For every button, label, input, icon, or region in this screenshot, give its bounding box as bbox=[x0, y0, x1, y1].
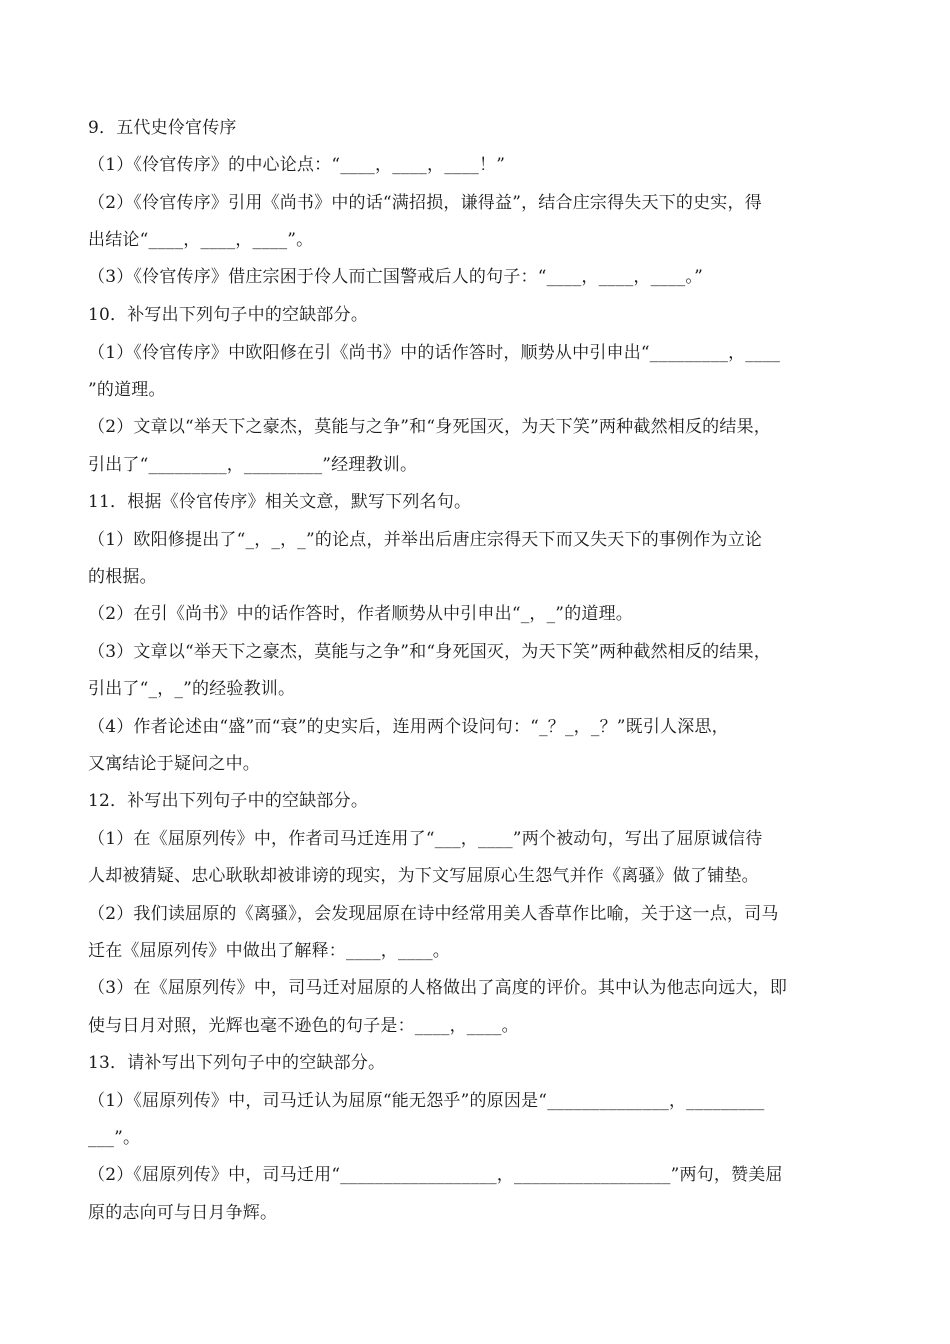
q10-item-2-line-1: （2）文章以“举天下之豪杰，莫能与之争”和“身死国灭，为天下笑”两种截然相反的结果， bbox=[88, 417, 771, 437]
q11-item-1-line-2: 的根据。 bbox=[88, 567, 157, 587]
q12-item-1-line-2: 人却被猜疑、忠心耿耿却被诽谤的现实，为下文写屈原心生怨气并作《离骚》做了铺垫。 bbox=[88, 866, 759, 886]
q11-item-2: （2）在引《尚书》中的话作答时，作者顺势从中引申出“_，_”的道理。 bbox=[88, 604, 633, 624]
q12-item-1-line-1: （1）在《屈原列传》中，作者司马迁连用了“___，____”两个被动句，写出了屈原诚信待 bbox=[88, 829, 763, 849]
question-12-title: 12．补写出下列句子中的空缺部分。 bbox=[88, 791, 369, 811]
q13-item-1-line-2: ___”。 bbox=[88, 1128, 141, 1148]
q11-item-3-line-1: （3）文章以“举天下之豪杰，莫能与之争”和“身死国灭，为天下笑”两种截然相反的结果， bbox=[88, 642, 771, 662]
q13-item-1-line-1: （1）《屈原列传》中，司马迁认为屈原“能无怨乎”的原因是“______________，_________ bbox=[88, 1091, 765, 1111]
q9-item-2-line-1: （2）《伶官传序》引用《尚书》中的话“满招损，谦得益”，结合庄宗得失天下的史实，得 bbox=[88, 193, 762, 213]
q11-item-4-line-1: （4）作者论述由“盛”而“衰”的史实后，连用两个设问句：“_？_，_？”既引人深思， bbox=[88, 717, 729, 737]
q12-item-3-line-1: （3）在《屈原列传》中，司马迁对屈原的人格做出了高度的评价。其中认为他志向远大，即 bbox=[88, 978, 788, 998]
q12-item-2-line-2: 迁在《屈原列传》中做出了解释：____，____。 bbox=[88, 941, 450, 961]
question-13-title: 13．请补写出下列句子中的空缺部分。 bbox=[88, 1053, 386, 1073]
question-11-title: 11．根据《伶官传序》相关文意，默写下列名句。 bbox=[88, 492, 472, 512]
q11-item-4-line-2: 又寓结论于疑问之中。 bbox=[88, 754, 260, 774]
q13-item-2-line-1: （2）《屈原列传》中，司马迁用“__________________，__________________”两句，赞美屈 bbox=[88, 1165, 783, 1185]
q11-item-1-line-1: （1）欧阳修提出了“_，_，_”的论点，并举出后唐庄宗得天下而又失天下的事例作为立论 bbox=[88, 530, 763, 550]
q12-item-3-line-2: 使与日月对照，光辉也毫不逊色的句子是：____，____。 bbox=[88, 1016, 519, 1036]
question-9-title: 9．五代史伶官传序 bbox=[88, 118, 237, 138]
q10-item-1-line-2: ”的道理。 bbox=[88, 380, 166, 400]
q10-item-2-line-2: 引出了“_________，_________”经理教训。 bbox=[88, 455, 418, 475]
q10-item-1-line-1: （1）《伶官传序》中欧阳修在引《尚书》中的话作答时，顺势从中引申出“_________，____ bbox=[88, 343, 781, 363]
q9-item-2-line-2: 出结论“____，____，____”。 bbox=[88, 230, 314, 250]
q9-item-3: （3）《伶官传序》借庄宗困于伶人而亡国警戒后人的句子：“____，____，____。” bbox=[88, 267, 703, 287]
q12-item-2-line-1: （2）我们读屈原的《离骚》，会发现屈原在诗中经常用美人香草作比喻，关于这一点，司马 bbox=[88, 904, 779, 924]
q9-item-1: （1）《伶官传序》的中心论点：“____，____，____！” bbox=[88, 155, 506, 175]
q11-item-3-line-2: 引出了“_，_”的经验教训。 bbox=[88, 679, 296, 699]
q13-item-2-line-2: 原的志向可与日月争辉。 bbox=[88, 1203, 278, 1223]
question-10-title: 10．补写出下列句子中的空缺部分。 bbox=[88, 305, 369, 325]
